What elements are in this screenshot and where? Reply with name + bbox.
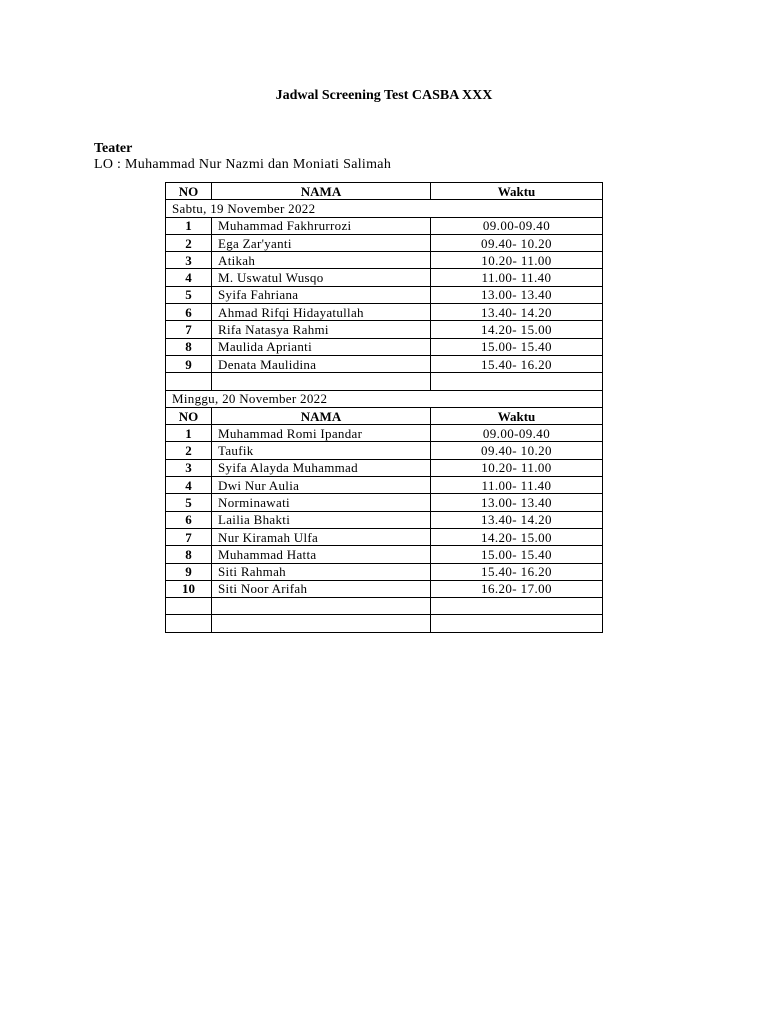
row-number: 9	[166, 563, 212, 580]
empty-row	[166, 373, 603, 390]
row-number: 6	[166, 304, 212, 321]
row-number: 3	[166, 252, 212, 269]
time-slot: 13.00- 13.40	[431, 494, 603, 511]
schedule-table-body	[166, 183, 603, 633]
table-row	[166, 217, 603, 234]
row-number: 6	[166, 511, 212, 528]
participant-name: Maulida Aprianti	[212, 338, 431, 355]
participant-name: Ega Zar'yanti	[212, 234, 431, 251]
participant-name: Rifa Natasya Rahmi	[212, 321, 431, 338]
table-row	[166, 304, 603, 321]
table-row	[166, 528, 603, 545]
participant-name: Dwi Nur Aulia	[212, 477, 431, 494]
row-number: 7	[166, 528, 212, 545]
participant-name: Syifa Alayda Muhammad	[212, 459, 431, 476]
row-number: 4	[166, 477, 212, 494]
empty-cell	[212, 615, 431, 632]
schedule-table	[165, 182, 603, 633]
participant-name: Denata Maulidina	[212, 355, 431, 372]
document-title: Jadwal Screening Test CASBA XXX	[275, 88, 493, 103]
empty-cell	[212, 598, 431, 615]
table-row	[166, 234, 603, 251]
time-slot: 13.40- 14.20	[431, 304, 603, 321]
participant-name: Atikah	[212, 252, 431, 269]
time-slot: 14.20- 15.00	[431, 321, 603, 338]
table-row	[166, 477, 603, 494]
table-row	[166, 355, 603, 372]
participant-name: Syifa Fahriana	[212, 286, 431, 303]
row-number: 7	[166, 321, 212, 338]
table-row	[166, 563, 603, 580]
row-number: 8	[166, 338, 212, 355]
empty-row	[166, 615, 603, 632]
row-number: 2	[166, 442, 212, 459]
row-number: 4	[166, 269, 212, 286]
empty-cell	[166, 598, 212, 615]
participant-name: Taufik	[212, 442, 431, 459]
header-row	[166, 407, 603, 424]
table-row	[166, 511, 603, 528]
table-row	[166, 580, 603, 597]
participant-name: Muhammad Hatta	[212, 546, 431, 563]
time-slot: 11.00- 11.40	[431, 269, 603, 286]
time-slot: 09.00-09.40	[431, 217, 603, 234]
time-slot: 15.00- 15.40	[431, 546, 603, 563]
row-number: 5	[166, 286, 212, 303]
row-number: 9	[166, 355, 212, 372]
row-number: 2	[166, 234, 212, 251]
participant-name: Ahmad Rifqi Hidayatullah	[212, 304, 431, 321]
empty-cell	[431, 373, 603, 390]
time-slot: 10.20- 11.00	[431, 252, 603, 269]
row-number: 3	[166, 459, 212, 476]
table-row	[166, 494, 603, 511]
liaison-officer-line: LO : Muhammad Nur Nazmi dan Moniati Salimah	[94, 157, 392, 172]
row-number: 8	[166, 546, 212, 563]
header-row	[166, 183, 603, 200]
day-label: Minggu, 20 November 2022	[166, 390, 603, 407]
time-slot: 14.20- 15.00	[431, 528, 603, 545]
table-row	[166, 442, 603, 459]
day-label: Sabtu, 19 November 2022	[166, 200, 603, 217]
time-slot: 13.40- 14.20	[431, 511, 603, 528]
row-number: 5	[166, 494, 212, 511]
participant-name: Siti Noor Arifah	[212, 580, 431, 597]
table-row	[166, 321, 603, 338]
participant-name: Nur Kiramah Ulfa	[212, 528, 431, 545]
section-title: Teater	[94, 141, 133, 156]
empty-cell	[166, 615, 212, 632]
time-slot: 13.00- 13.40	[431, 286, 603, 303]
table-row	[166, 459, 603, 476]
row-number: 1	[166, 217, 212, 234]
header-name: NAMA	[212, 407, 431, 424]
empty-row	[166, 598, 603, 615]
header-time: Waktu	[431, 183, 603, 200]
row-number: 1	[166, 425, 212, 442]
day-row	[166, 200, 603, 217]
time-slot: 09.40- 10.20	[431, 442, 603, 459]
time-slot: 09.00-09.40	[431, 425, 603, 442]
header-name: NAMA	[212, 183, 431, 200]
table-row	[166, 425, 603, 442]
participant-name: Muhammad Fakhrurrozi	[212, 217, 431, 234]
header-no: NO	[166, 183, 212, 200]
empty-cell	[431, 615, 603, 632]
table-row	[166, 269, 603, 286]
empty-cell	[212, 373, 431, 390]
header-no: NO	[166, 407, 212, 424]
empty-cell	[431, 598, 603, 615]
empty-cell	[166, 373, 212, 390]
time-slot: 15.00- 15.40	[431, 338, 603, 355]
time-slot: 15.40- 16.20	[431, 355, 603, 372]
participant-name: Lailia Bhakti	[212, 511, 431, 528]
time-slot: 16.20- 17.00	[431, 580, 603, 597]
participant-name: Muhammad Romi Ipandar	[212, 425, 431, 442]
table-row	[166, 338, 603, 355]
header-time: Waktu	[431, 407, 603, 424]
participant-name: Norminawati	[212, 494, 431, 511]
time-slot: 10.20- 11.00	[431, 459, 603, 476]
table-row	[166, 546, 603, 563]
table-row	[166, 286, 603, 303]
time-slot: 09.40- 10.20	[431, 234, 603, 251]
participant-name: Siti Rahmah	[212, 563, 431, 580]
day-row	[166, 390, 603, 407]
participant-name: M. Uswatul Wusqo	[212, 269, 431, 286]
table-row	[166, 252, 603, 269]
time-slot: 15.40- 16.20	[431, 563, 603, 580]
row-number: 10	[166, 580, 212, 597]
time-slot: 11.00- 11.40	[431, 477, 603, 494]
